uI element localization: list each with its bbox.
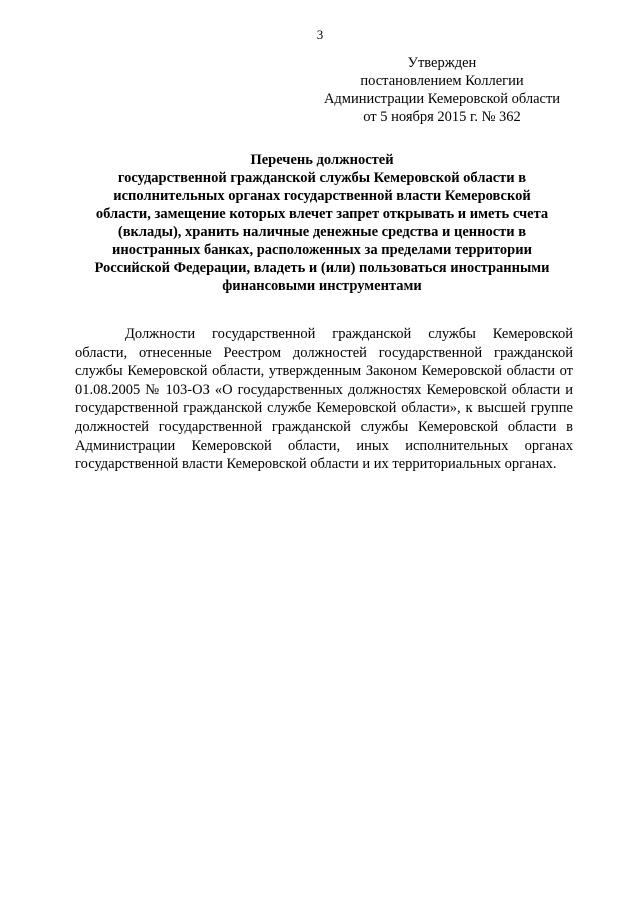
title-line: иностранных банках, расположенных за пределами территории xyxy=(112,242,532,258)
approval-stamp xyxy=(310,54,574,126)
title-line: (вклады), хранить наличные денежные средства и ценности в xyxy=(117,224,527,240)
body-paragraph: Должности государственной гражданской службы Кемеровской области, отнесенные Реестром должностей государственной гражданской службы Кемеровской области, утвержденным Законом Кемеровской области от 01.08.2005 № 103-ОЗ «О государственных должностях Кемеровской области и государственной гражданской службе Кемеровской области», к высшей группе должностей государственной гражданской службы Кемеровской области в Администрации Кемеровской области, иных исполнительных органах государственной власти Кемеровской области и их территориальных органах. xyxy=(75,326,573,473)
approval-line-date-number: от 5 ноября 2015 г. № 362 xyxy=(363,109,521,125)
title-line: финансовыми инструментами xyxy=(222,278,422,294)
page-number: 3 xyxy=(316,27,324,42)
approval-line-approved: Утвержден xyxy=(407,55,477,71)
title-line: Российской Федерации, владеть и (или) пользоваться иностранными xyxy=(94,260,550,276)
title-line: Перечень должностей xyxy=(250,152,394,168)
approval-line-resolution: постановлением Коллегии xyxy=(360,73,524,89)
approval-line-administration: Администрации Кемеровской области xyxy=(323,91,561,107)
title-line: области, замещение которых влечет запрет открывать и иметь счета xyxy=(95,206,549,222)
title-line: исполнительных органах государственной власти Кемеровской xyxy=(113,188,531,204)
title-line: государственной гражданской службы Кемеровской области в xyxy=(117,170,527,186)
document-title xyxy=(60,151,584,295)
